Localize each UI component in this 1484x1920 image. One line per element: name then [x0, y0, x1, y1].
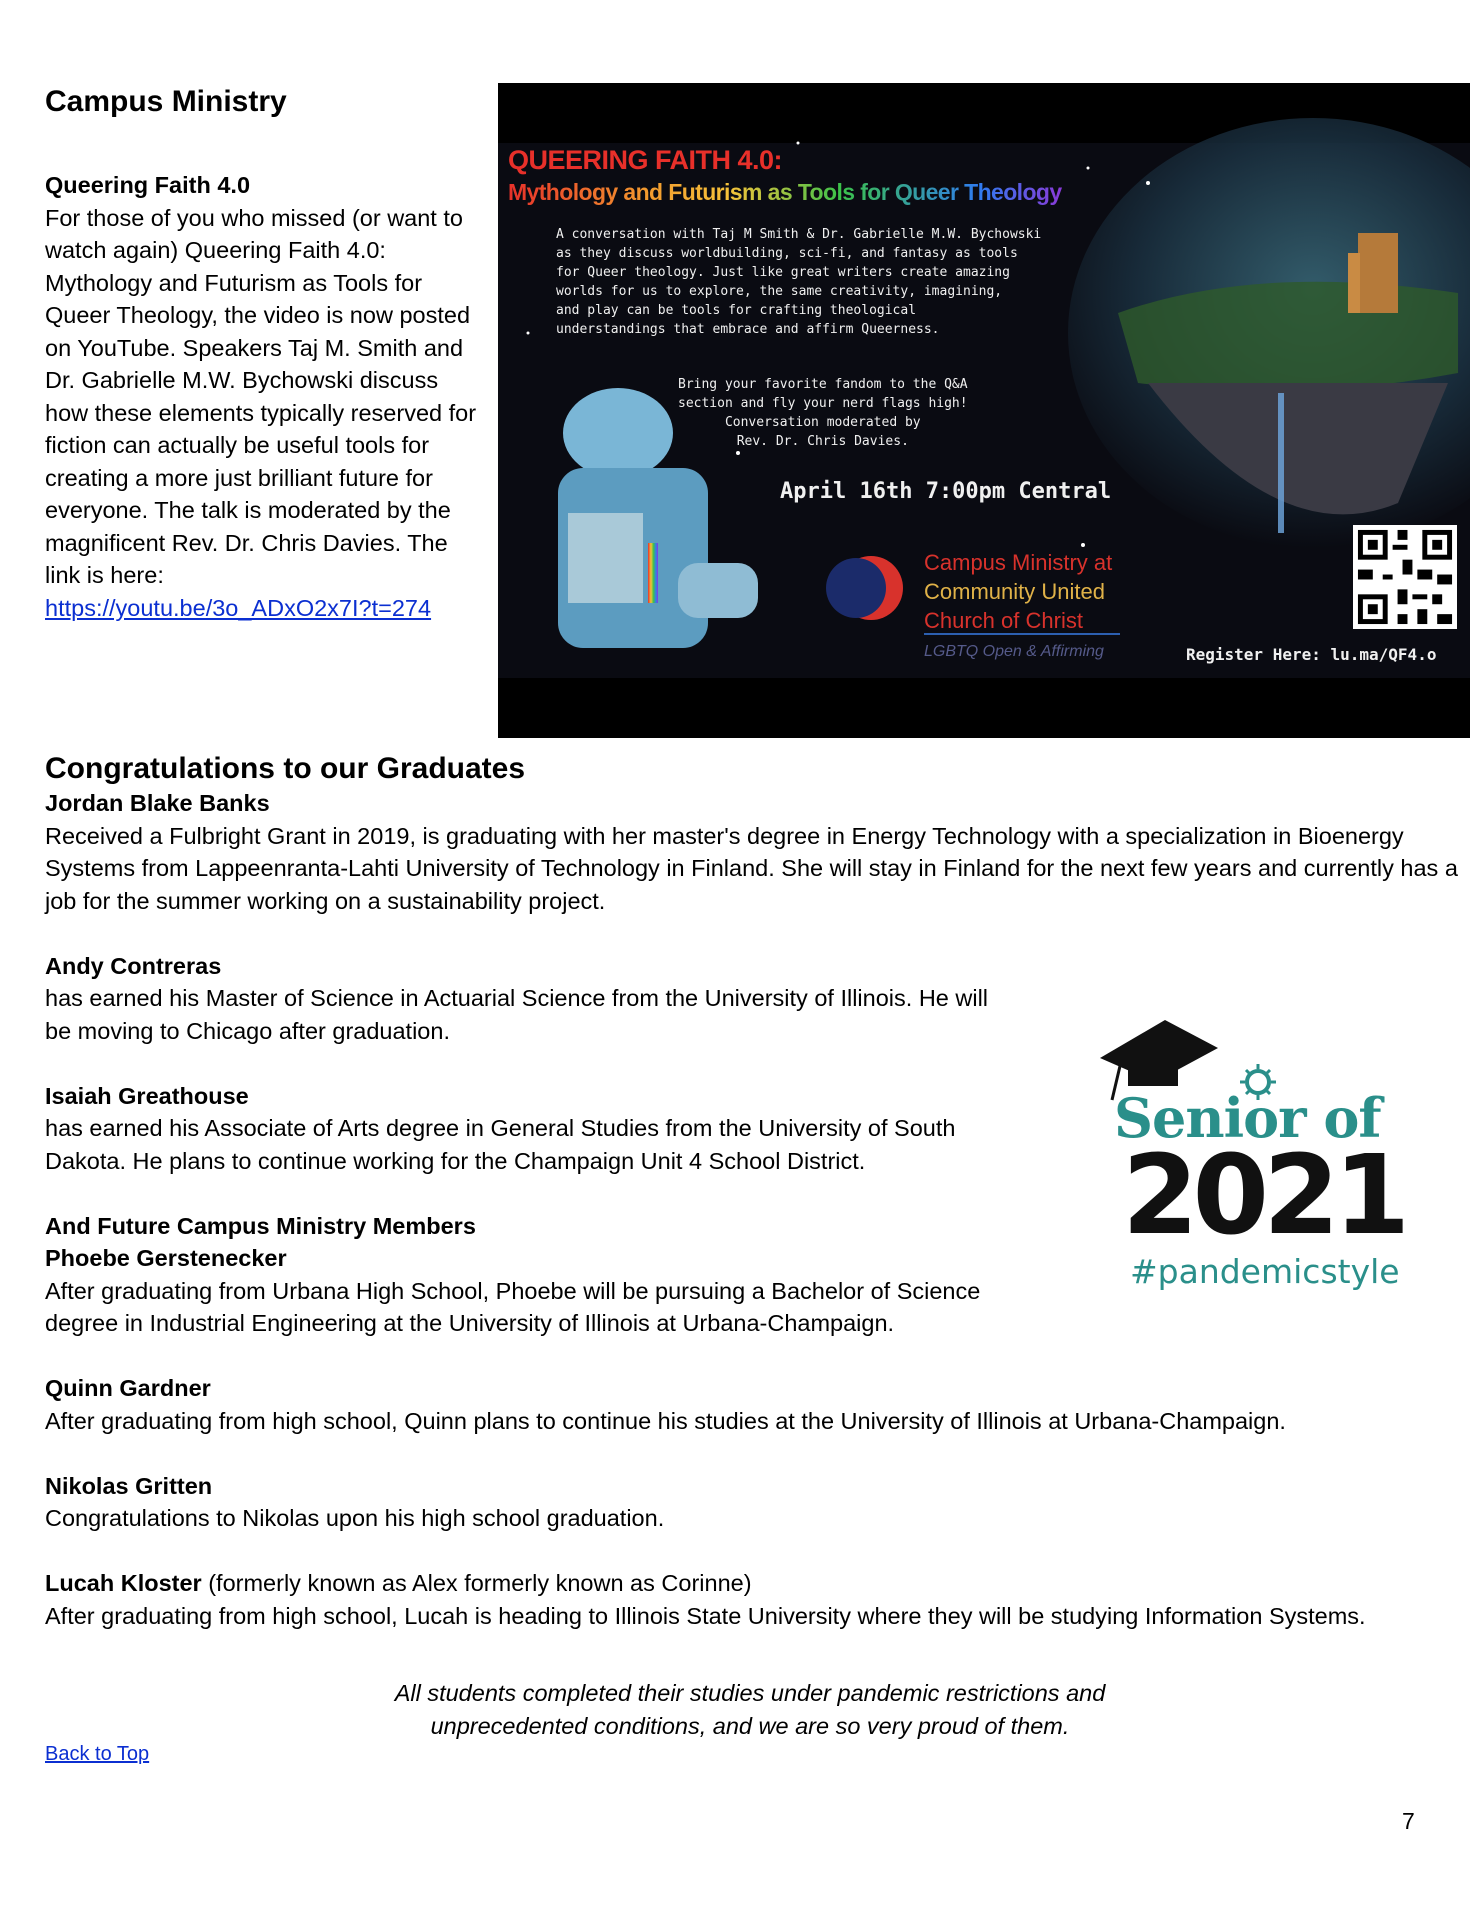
senior-2021-sticker — [1100, 1020, 1420, 1300]
section-heading-campus-ministry: Campus Ministry — [45, 85, 287, 118]
flyer-qa-note: Bring your favorite fandom to the Q&A section and fly your nerd flags high! Conversation moderated by Rev. Dr. Chris Davies. — [678, 377, 968, 449]
graduate-entry — [45, 787, 1465, 917]
event-description: For those of you who missed (or want to watch again) Queering Faith 4.0: Mythology and Futurism as Tools for Queer Theology, the video is now posted on YouTube. Speakers Taj M. Smith and Dr. Gabrielle M.W. Bychowski discuss how these elements typically reserved for fiction can actually be useful tools for creating a more just brilliant future for everyone. The talk is moderated by the magnificent Rev. Dr. Chris Davies. The link is here: — [45, 204, 477, 588]
graduate-entry — [45, 1470, 1465, 1535]
campus-intro — [45, 169, 485, 624]
graduate-text: After graduating from Urbana High School, Phoebe will be pursuing a Bachelor of Science degree in Industrial Engineering at the University of Illinois at Urbana-Champaign. — [45, 1277, 981, 1336]
graduate-name: Jordan Blake Banks — [45, 790, 270, 816]
flyer-title-line-2: Mythology and Futurism as Tools for Queer Theology — [508, 179, 1062, 205]
graduate-text: has earned his Associate of Arts degree in General Studies from the University of South Dakota. He plans to continue working for the Champaign Unit 4 School District. — [45, 1115, 956, 1174]
section-heading-graduates: Congratulations to our Graduates — [45, 752, 526, 785]
graduate-entry — [45, 1372, 1465, 1437]
org-line-3: Church of Christ — [924, 608, 1083, 633]
sticker-year: 2021 — [1122, 1131, 1405, 1259]
org-line-2: Community United — [924, 579, 1105, 604]
sticker-senior-of: Senior of — [1114, 1086, 1381, 1150]
org-tagline: LGBTQ Open & Affirming — [924, 643, 1104, 660]
graduate-text: Received a Fulbright Grant in 2019, is graduating with her master's degree in Energy Technology with a specialization in Bioenergy Systems from Lappeenranta-Lahti University of Technology in Finland. She will stay in Finland for the next few years and currently has a job for the summer working on a sustainability project. — [45, 822, 1458, 914]
graduate-name: Nikolas Gritten — [45, 1472, 213, 1499]
youtube-link[interactable]: https://youtu.be/3o_ADxO2x7I?t=274 — [45, 594, 432, 621]
graduate-name: Andy Contreras — [45, 952, 222, 979]
page-number: 7 — [1402, 1808, 1415, 1834]
closing-line-2: unprecedented conditions, and we are so very proud of them. — [430, 1712, 1070, 1739]
graduate-text: has earned his Master of Science in Actuarial Science from the University of Illinois. He will be moving to Chicago after graduation. — [45, 985, 989, 1044]
graduate-text: After graduating from high school, Lucah is heading to Illinois State University where they will be studying Information Systems. — [45, 1602, 1366, 1629]
graduate-entry — [45, 1567, 1465, 1632]
flyer-title-line-1: QUEERING FAITH 4.0: — [508, 145, 783, 175]
graduate-text: After graduating from high school, Quinn plans to continue his studies at the University of Illinois at Urbana-Champaign. — [45, 1407, 1286, 1434]
closing-line-1: All students completed their studies under pandemic restrictions and — [394, 1680, 1106, 1706]
back-to-top-link[interactable]: Back to Top — [45, 1743, 150, 1765]
graduate-name: Lucah Kloster — [45, 1570, 202, 1596]
flyer-register: Register Here: lu.ma/QF4.o — [1186, 645, 1437, 664]
closing-statement — [300, 1677, 1200, 1742]
future-members-heading: And Future Campus Ministry Members — [45, 1212, 476, 1239]
event-flyer — [498, 83, 1470, 738]
flyer-date: April 16th 7:00pm Central — [780, 479, 1112, 504]
flyer-blurb: A conversation with Taj M Smith & Dr. Gabrielle M.W. Bychowski as they discuss worldbuilding, sci-fi, and fantasy as tools for Queer theology. Just like great writers create amazing worlds for us to explore, the same creativity, imagining, and play can be tools for crafting theological understandings that embrace and affirm Queerness. — [556, 227, 1042, 337]
graduate-entry — [45, 1242, 1015, 1340]
graduate-name: Isaiah Greathouse — [45, 1082, 249, 1109]
graduate-text: Congratulations to Nikolas upon his high school graduation. — [45, 1505, 665, 1531]
org-line-1: Campus Ministry at — [924, 550, 1113, 575]
flyer-organizer — [924, 548, 1112, 635]
graduate-entry — [45, 950, 995, 1048]
graduate-name: Quinn Gardner — [45, 1375, 211, 1401]
sticker-hashtag: #pandemicstyle — [1130, 1252, 1400, 1291]
event-title: Queering Faith 4.0 — [45, 172, 251, 198]
graduate-entry — [45, 1080, 1005, 1178]
graduate-name-note: (formerly known as Alex formerly known as Corinne) — [201, 1570, 752, 1596]
graduate-name: Phoebe Gerstenecker — [45, 1245, 287, 1271]
qr-code-icon — [1353, 525, 1457, 629]
